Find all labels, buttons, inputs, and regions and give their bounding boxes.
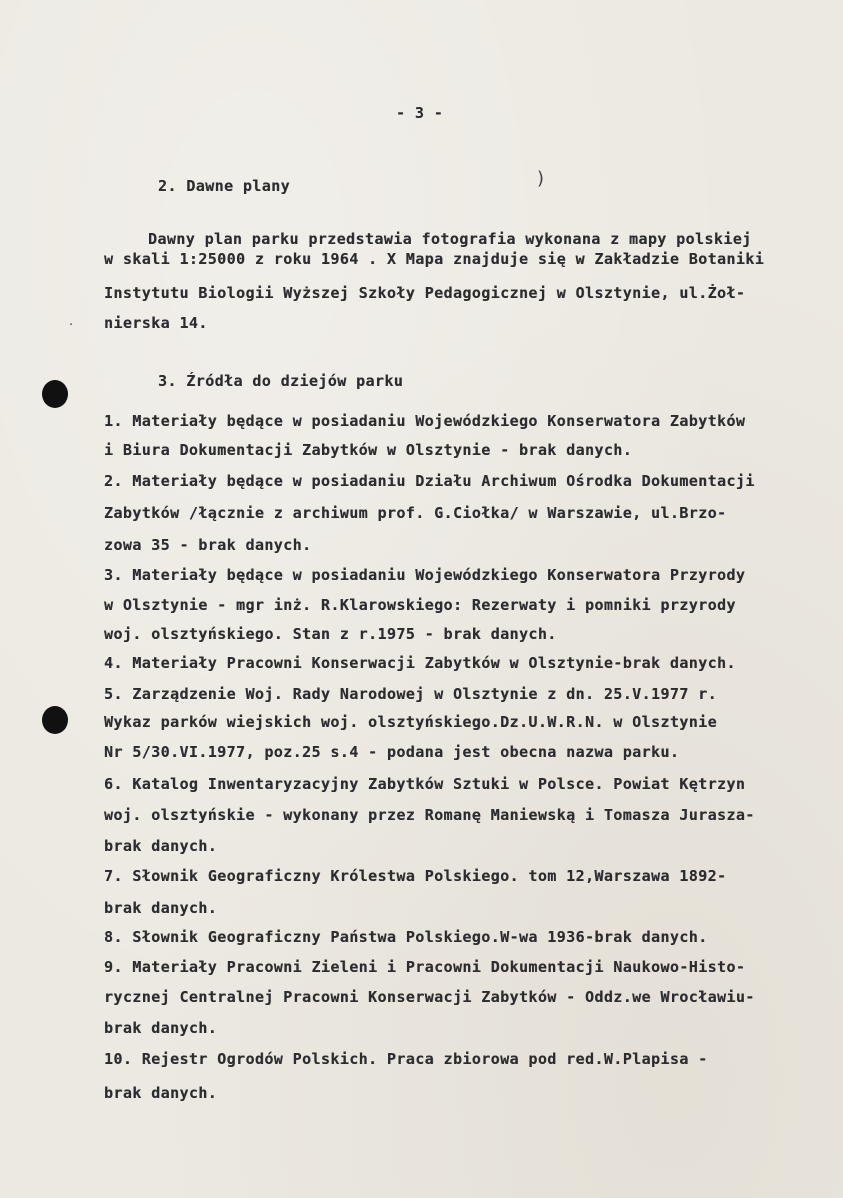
source-line: Nr 5/30.VI.1977, poz.25 s.4 - podana jest obecna nazwa parku.	[104, 743, 680, 761]
section-2-line: Instytutu Biologii Wyższej Szkoły Pedagogicznej w Olsztynie, ul.Żoł-	[104, 284, 746, 302]
source-line: woj. olsztyńskie - wykonany przez Romanę Maniewską i Tomasza Jurasza-	[104, 806, 755, 824]
section-3-heading: 3. Źródła do dziejów parku	[158, 372, 404, 390]
punch-hole-top	[42, 380, 68, 408]
source-line: Zabytków /łącznie z archiwum prof. G.Ciołka/ w Warszawie, ul.Brzo-	[104, 504, 727, 522]
source-line: brak danych.	[104, 1084, 218, 1102]
source-line: 10. Rejestr Ogrodów Polskich. Praca zbiorowa pod red.W.Plapisa -	[104, 1050, 708, 1068]
source-line: brak danych.	[104, 1019, 218, 1037]
pencil-mark: )	[537, 168, 545, 189]
source-line: 4. Materiały Pracowni Konserwacji Zabytków w Olsztynie-brak danych.	[104, 654, 736, 672]
source-line: 7. Słownik Geograficzny Królestwa Polskiego. tom 12,Warszawa 1892-	[104, 867, 727, 885]
section-2-line: nierska 14.	[104, 314, 208, 332]
source-line: 2. Materiały będące w posiadaniu Działu Archiwum Ośrodka Dokumentacji	[104, 472, 755, 490]
source-line: 6. Katalog Inwentaryzacyjny Zabytków Sztuki w Polsce. Powiat Kętrzyn	[104, 775, 746, 793]
source-line: 5. Zarządzenie Woj. Rady Narodowej w Olsztynie z dn. 25.V.1977 r.	[104, 685, 717, 703]
section-2-heading: 2. Dawne plany	[158, 177, 291, 195]
source-line: rycznej Centralnej Pracowni Konserwacji Zabytków - Oddz.we Wrocławiu-	[104, 988, 755, 1006]
source-line: brak danych.	[104, 837, 218, 855]
source-line: 8. Słownik Geograficzny Państwa Polskiego.W-wa 1936-brak danych.	[104, 928, 708, 946]
source-line: 3. Materiały będące w posiadaniu Wojewódzkiego Konserwatora Przyrody	[104, 566, 746, 584]
source-line: 1. Materiały będące w posiadaniu Wojewódzkiego Konserwatora Zabytków	[104, 412, 746, 430]
page-number: - 3 -	[396, 104, 444, 122]
source-line: woj. olsztyńskiego. Stan z r.1975 - brak danych.	[104, 625, 557, 643]
source-line: i Biura Dokumentacji Zabytków w Olsztynie - brak danych.	[104, 441, 633, 459]
source-line: 9. Materiały Pracowni Zieleni i Pracowni Dokumentacji Naukowo-Histo-	[104, 958, 746, 976]
source-line: zowa 35 - brak danych.	[104, 536, 312, 554]
punch-hole-bottom	[42, 706, 68, 734]
section-2-line: w skali 1:25000 z roku 1964 . X Mapa znajduje się w Zakładzie Botaniki	[104, 250, 765, 268]
section-2-line: Dawny plan parku przedstawia fotografia wykonana z mapy polskiej	[148, 230, 752, 248]
source-line: w Olsztynie - mgr inż. R.Klarowskiego: Rezerwaty i pomniki przyrody	[104, 596, 736, 614]
source-line: brak danych.	[104, 899, 218, 917]
pencil-mark: ·	[69, 318, 74, 333]
source-line: Wykaz parków wiejskich woj. olsztyńskiego.Dz.U.W.R.N. w Olsztynie	[104, 713, 717, 731]
